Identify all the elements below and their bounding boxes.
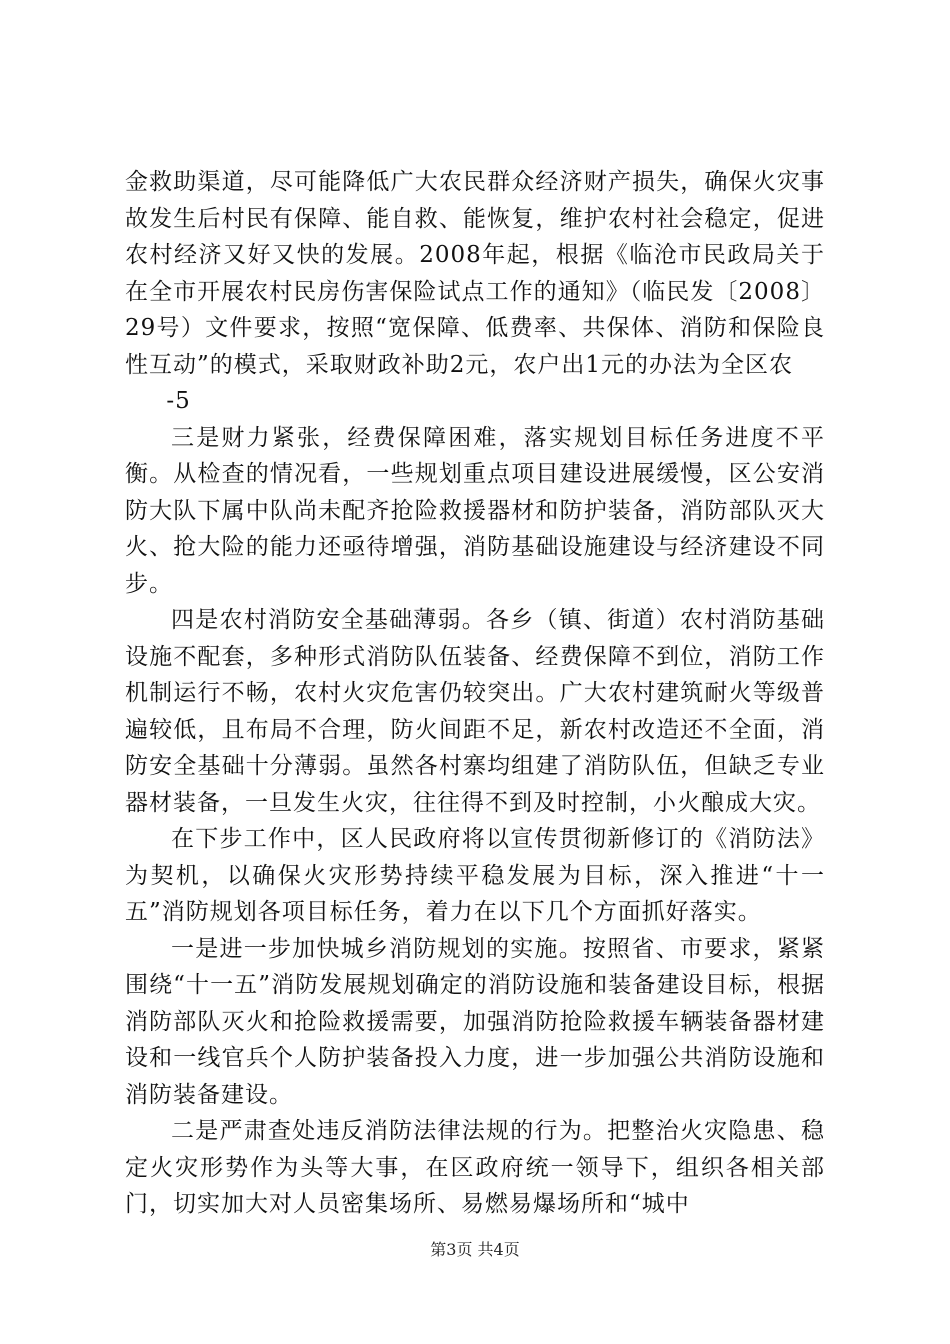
paragraph-enforcement: 二是严肃查处违反消防法律法规的行为。把整治火灾隐患、稳定火灾形势作为头等大事，在区政府统一领导下，组织各相关部门，切实加大对人员密集场所、易燃易爆场所和“城中 — [125, 1118, 825, 1217]
paragraph-planning: 一是进一步加快城乡消防规划的实施。按照省、市要求，紧紧围绕“十一五”消防发展规划确定的消防设施和装备建设目标，根据消防部队灭火和抢险救援需要，加强消防抢险救援车辆装备器材建设和一线官兵个人防护装备投入力度，进一步加强公共消防设施和消防装备建设。 — [125, 935, 825, 1108]
paragraph-next-steps: 在下步工作中，区人民政府将以宣传贯彻新修订的《消防法》为契机，以确保火灾形势持续平稳发展为目标，深入推进“十一五”消防规划各项目标任务，着力在以下几个方面抓好落实。 — [125, 826, 825, 925]
paragraph-continued: 金救助渠道，尽可能降低广大农民群众经济财产损失，确保火灾事故发生后村民有保障、能自救、能恢复，维护农村社会稳定，促进农村经济又好又快的发展。2008年起，根据《临沧市民政局关于在全市开展农村民房伤害保险试点工作的通知》（临民发〔2008〕29号）文件要求，按照“宽保障、低费率、共保体、消防和保险良性互动”的模式，采取财政补助2元，农户出1元的办法为全区农 — [125, 169, 825, 378]
page-marker: -5 — [166, 388, 191, 414]
paragraph-rural-safety: 四是农村消防安全基础薄弱。各乡（镇、街道）农村消防基础设施不配套，多种形式消防队伍装备、经费保障不到位，消防工作机制运行不畅，农村火灾危害仍较突出。广大农村建筑耐火等级普遍较低，且布局不合理，防火间距不足，新农村改造还不全面，消防安全基础十分薄弱。虽然各村寨均组建了消防队伍，但缺乏专业器材装备，一旦发生火灾，往往得不到及时控制，小火酿成大灾。 — [125, 607, 825, 816]
document-body — [125, 164, 825, 1223]
paragraph-funding: 三是财力紧张，经费保障困难，落实规划目标任务进度不平衡。从检查的情况看，一些规划重点项目建设进展缓慢，区公安消防大队下属中队尚未配齐抢险救援器材和防护装备，消防部队灭大火、抢大险的能力还亟待增强，消防基础设施建设与经济建设不同步。 — [125, 424, 825, 597]
page-footer: 第3页 共4页 — [430, 1240, 520, 1259]
